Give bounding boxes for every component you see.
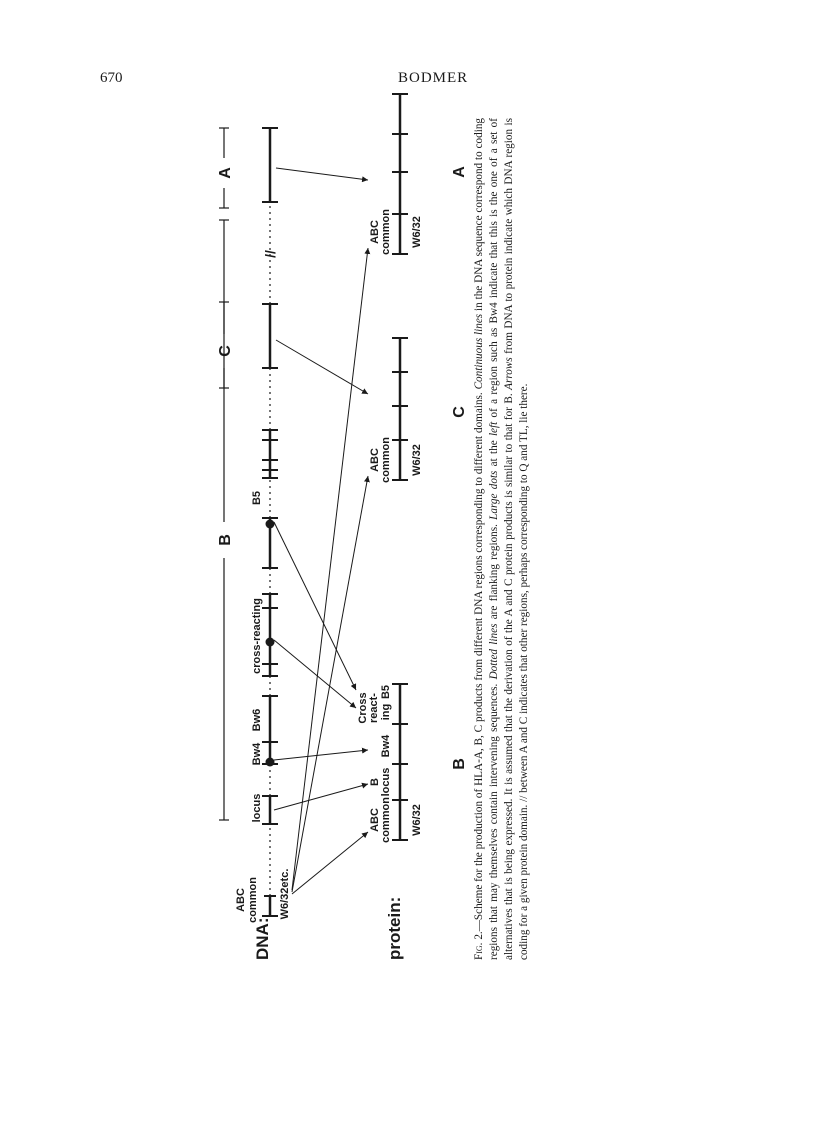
protein-a-abc-label: ABC [369, 220, 381, 244]
dna-b5-label: B5 [251, 490, 263, 506]
dna-abc-label: ABC [235, 888, 247, 912]
protein-b-b5-label: B5 [380, 684, 392, 700]
protein-b-abc-label: ABC [369, 808, 381, 832]
dna-bw6-label: Bw6 [251, 708, 263, 732]
protein-a-letter: A [451, 166, 468, 178]
dna-w632etc-label: W6/32etc. [279, 868, 291, 920]
dna-common-label: common [247, 877, 259, 923]
span-a-label: A [217, 167, 234, 179]
caption-emphasis: left [488, 421, 500, 437]
caption-emphasis: Continuous lines [473, 313, 485, 390]
dna-bw4-label: Bw4 [251, 742, 263, 766]
protein-b-react-label: react- [368, 693, 380, 723]
caption-text: are flanking regions. [488, 519, 500, 624]
protein-c-common-label: common [380, 437, 392, 483]
protein-b-locus-label: locus [380, 767, 392, 797]
caption-text: of a region such as Bw4 indicate that this is the one of a set of alternatives that is being expressed. It is assumed that the derivation of the A and C protein products is similar to that for B. [488, 118, 515, 960]
bw4-selection-dot [266, 758, 275, 767]
caption-text: at the [488, 436, 500, 471]
arrow-abc-to-c [292, 476, 368, 892]
protein-b-w632-label: W6/32 [411, 804, 423, 836]
arrow-a-to-protein-a [276, 168, 368, 180]
caption-emphasis: Dotted lines [488, 623, 500, 680]
caption-emphasis: Large dots [488, 470, 500, 520]
caption-emphasis: Arrows [503, 357, 515, 390]
caption-text: —Scheme for the production of HLA-A, B, C products from different DNA regions corresponding to different domains. [473, 389, 485, 932]
cross-reacting-selection-dot [266, 638, 275, 647]
caption-text: in the DNA sequence correspond to coding regions that may themselves contain intervening sequences. [473, 117, 500, 960]
b5-selection-dot [266, 520, 275, 529]
caption-text: from DNA to protein indicate which DNA region is coding for a given protein domain. // between A and C indicates that other regions, perhaps corresponding to Q and TL, lie there. [503, 118, 530, 960]
span-c-label: C [217, 345, 234, 357]
arrow-b5-to-b [274, 522, 356, 690]
dna-row-label: DNA: [253, 917, 272, 960]
protein-a-strand [392, 94, 408, 254]
running-head: BODMER [398, 70, 469, 86]
protein-b-ing-label: ing [380, 703, 392, 721]
protein-b-bw4-label: Bw4 [380, 734, 392, 758]
protein-b-common-label: common [380, 797, 392, 843]
arrow-locus-to-b [274, 784, 368, 810]
protein-b-strand [392, 684, 408, 840]
protein-a-w632-label: W6/32 [411, 216, 423, 248]
protein-c-letter: C [451, 406, 468, 418]
protein-c-w632-label: W6/32 [411, 444, 423, 476]
protein-b-cross-label: Cross [357, 692, 369, 724]
arrow-abc-to-b [292, 832, 368, 894]
dna-cross-reacting-label: cross-reacting [251, 598, 263, 674]
protein-b-b-label: B [369, 778, 381, 786]
dna-locus-label: locus [251, 793, 263, 823]
page-number: 670 [100, 70, 123, 86]
protein-b-letter: B [451, 758, 468, 770]
arrow-bw4-to-b [274, 750, 368, 760]
figure-caption [472, 118, 562, 960]
arrow-abc-to-a [292, 248, 368, 890]
protein-row-label: protein: [385, 896, 404, 960]
caption-figure-label: Fig. 2. [473, 931, 485, 960]
protein-c-abc-label: ABC [369, 448, 381, 472]
protein-c-strand [392, 338, 408, 480]
protein-a-common-label: common [380, 209, 392, 255]
span-b-label: B [217, 534, 234, 546]
dna-break-mark: // [262, 250, 278, 258]
